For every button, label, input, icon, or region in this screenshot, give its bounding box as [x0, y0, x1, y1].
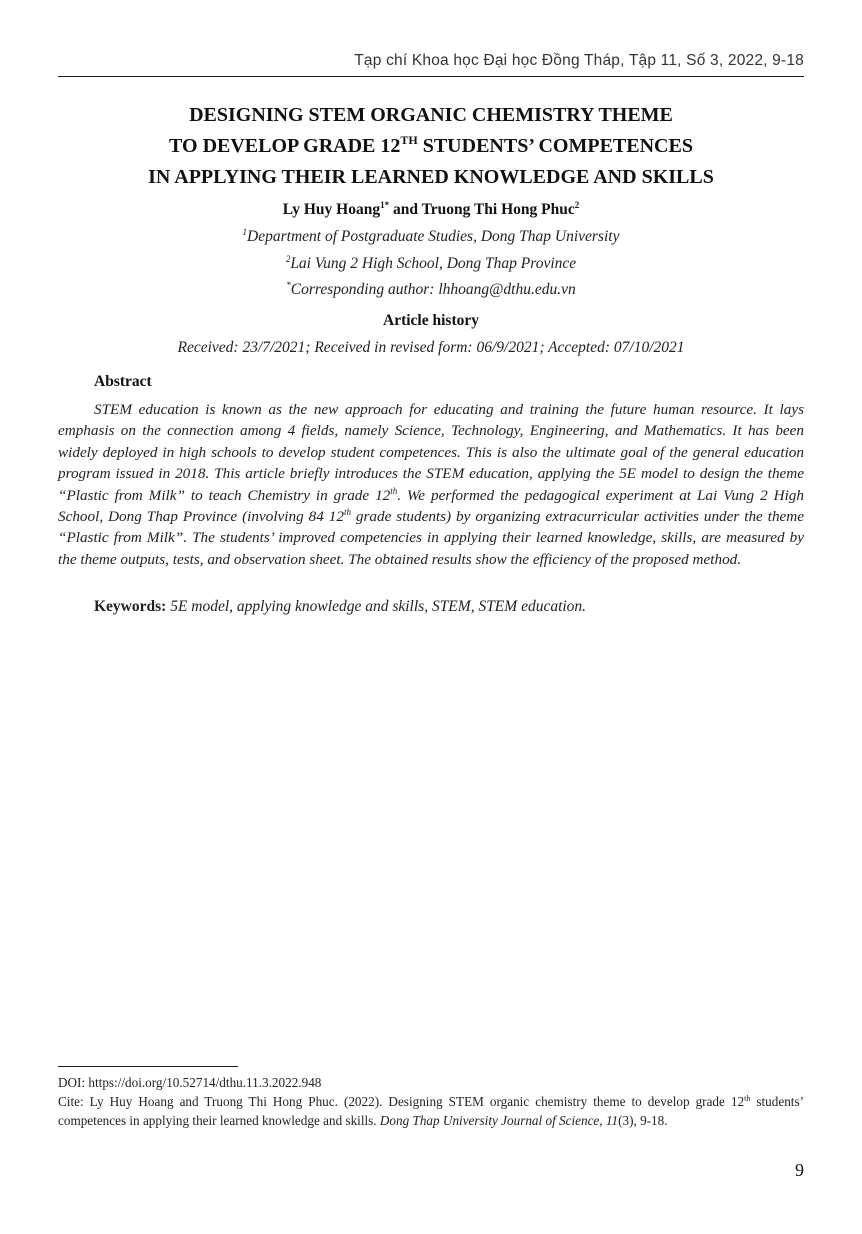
title-line-3: IN APPLYING THEIR LEARNED KNOWLEDGE AND SKILLS [148, 166, 714, 188]
keywords [94, 598, 804, 616]
article-history-heading: Article history [383, 312, 479, 329]
abstract-sup-2: th [343, 507, 351, 518]
citation-sup: th [744, 1094, 751, 1103]
abstract-text [58, 399, 804, 570]
corresponding-author-sup: * [286, 280, 291, 290]
keywords-text: 5E model, applying knowledge and skills, STEM, STEM education. [166, 598, 587, 615]
citation-footnote [58, 1092, 804, 1130]
page-number: 9 [795, 1160, 804, 1180]
author-1-name: Ly Huy Hoang [282, 201, 381, 218]
author-list [40, 201, 822, 219]
affiliation-2 [40, 255, 822, 273]
affiliation-1-sup: 1 [242, 227, 248, 237]
abstract-heading: Abstract [94, 373, 152, 390]
header-rule [58, 76, 804, 77]
affiliation-2-sup: 2 [285, 254, 291, 264]
abstract-part-3: grade students) by organizing extracurricular activities under the theme “Plastic from Milk”. The students’ improved competencies in applying their learned knowledge, skills, are measured by the theme outputs, tests, and observation sheet. The obtained results show the efficiency of the proposed method. [58, 508, 804, 568]
title-line-2-sup: TH [400, 133, 418, 147]
author-2-name: Truong Thi Hong Phuc [421, 201, 575, 218]
keywords-label: Keywords: [94, 598, 167, 615]
doi-footnote: DOI: https://doi.org/10.52714/dthu.11.3.2022.948 [58, 1075, 322, 1090]
running-header: Tạp chí Khoa học Đại học Đồng Tháp, Tập 11, Số 3, 2022, 9-18 [354, 52, 804, 69]
corresponding-author [40, 281, 822, 299]
citation-part-1: Cite: Ly Huy Hoang and Truong Thi Hong Phuc. (2022). Designing STEM organic chemistry theme to develop grade 12 [58, 1094, 745, 1109]
citation-part-2: students’ competences in applying their learned knowledge and skills. [58, 1094, 804, 1128]
footnote-rule [58, 1066, 238, 1067]
author-1-sup: 1* [380, 200, 390, 210]
article-history-dates: Received: 23/7/2021; Received in revised form: 06/9/2021; Accepted: 07/10/2021 [177, 339, 685, 356]
affiliation-1 [40, 228, 822, 246]
corresponding-author-text: Corresponding author: lhhoang@dthu.edu.vn [290, 281, 576, 298]
title-line-2 [40, 131, 822, 162]
citation-issue: (3), 9-18. [618, 1113, 668, 1128]
affiliation-2-text: Lai Vung 2 High School, Dong Thap Province [290, 255, 577, 272]
abstract-sup-1: th [390, 485, 398, 496]
citation-journal: Dong Thap University Journal of Science, 11 [379, 1113, 619, 1128]
paper-title [40, 100, 822, 193]
title-line-2-pre: TO DEVELOP GRADE 12 [169, 135, 401, 157]
title-line-2-post: STUDENTS’ COMPETENCES [417, 135, 693, 157]
author-2-sup: 2 [574, 200, 580, 210]
affiliation-1-text: Department of Postgraduate Studies, Dong Thap University [247, 228, 620, 245]
abstract-part-1: STEM education is known as the new approach for educating and training the future human resource. It lays emphasis on the connection among 4 fields, namely Science, Technology, Engineering, and Mathematics. It has been widely deployed in high schools to develop student competences. This is also the ultimate goal of the general education program issued in 2018. This article briefly introduces the STEM education, applying the 5E model to design the theme “Plastic from Milk” to teach Chemistry in grade 12 [58, 401, 804, 504]
abstract-part-2: . We performed the pedagogical experiment at Lai Vung 2 High School, Dong Thap Province (involving 84 12 [58, 486, 804, 526]
author-joiner: and [389, 201, 422, 218]
title-line-1: DESIGNING STEM ORGANIC CHEMISTRY THEME [189, 104, 673, 126]
